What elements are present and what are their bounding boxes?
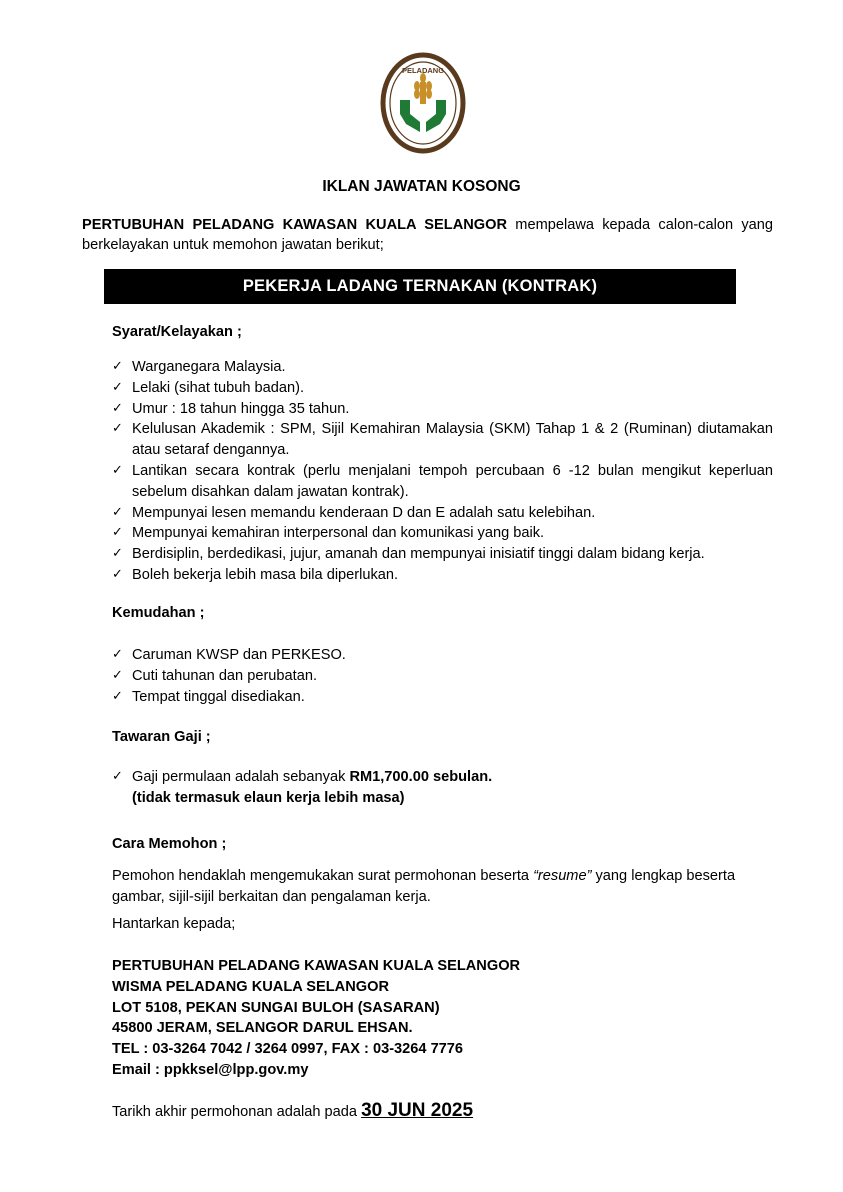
salary-list [112, 767, 773, 809]
list-item: ✓ Mempunyai kemahiran interpersonal dan komunikasi yang baik. [112, 523, 773, 544]
check-icon: ✓ [112, 546, 123, 562]
check-icon: ✓ [112, 504, 123, 520]
check-icon: ✓ [112, 566, 123, 582]
deadline-line [112, 1100, 473, 1122]
check-icon: ✓ [112, 379, 123, 395]
list-item: ✓ Boleh bekerja lebih masa bila diperlukan. [112, 565, 773, 586]
intro-org: PERTUBUHAN PELADANG KAWASAN KUALA SELANGOR [82, 217, 508, 233]
salary-prefix: Gaji permulaan adalah sebanyak [132, 769, 350, 785]
contact-email[interactable]: Email : ppkksel@lpp.gov.my [112, 1061, 309, 1078]
list-item: ✓ Umur : 18 tahun hingga 35 tahun. [112, 399, 773, 420]
check-icon: ✓ [112, 525, 123, 541]
deadline-text: Tarikh akhir permohonan adalah pada [112, 1104, 362, 1120]
list-item: ✓ Cuti tahunan dan perubatan. [112, 666, 773, 687]
apply-paragraph: Pemohon hendaklah mengemukakan surat permohonan beserta “resume” yang lengkap beserta gambar, sijil-sijil berkaitan dan pengalaman kerja. [112, 868, 736, 905]
requirements-list [112, 357, 773, 586]
list-item: ✓ Berdisiplin, berdedikasi, jujur, amanah dan mempunyai inisiatif tinggi dalam bidang kerja. [112, 544, 773, 565]
salary-amount: RM1,700.00 sebulan. [349, 769, 493, 785]
benefits-list [112, 645, 773, 707]
contact-phone: TEL : 03-3264 7042 / 3264 0997, FAX : 03-3264 7776 [112, 1041, 464, 1058]
salary-heading: Tawaran Gaji ; [112, 729, 211, 745]
resume-text: “resume” [533, 868, 592, 884]
address-line: PERTUBUHAN PELADANG KAWASAN KUALA SELANGOR [112, 958, 521, 974]
check-icon: ✓ [112, 647, 123, 662]
check-icon: ✓ [112, 462, 123, 478]
peladang-logo [380, 52, 466, 154]
list-item: ✓ Lantikan secara kontrak (perlu menjalani tempoh percubaan 6 -12 bulan mengikut keperluan sebelum disahkan dalam jawatan kontrak). [112, 462, 773, 500]
check-icon: ✓ [112, 421, 123, 437]
check-icon: ✓ [112, 667, 123, 683]
address-block [112, 956, 520, 1081]
list-item: ✓ Mempunyai lesen memandu kenderaan D dan E adalah satu kelebihan. [112, 503, 773, 524]
list-item: ✓ Caruman KWSP dan PERKESO. [112, 645, 773, 666]
intro-paragraph [82, 215, 773, 255]
list-item: ✓ Kelulusan Akademik : SPM, Sijil Kemahiran Malaysia (SKM) Tahap 1 & 2 (Ruminan) diutamakan atau setaraf dengannya. [112, 421, 773, 459]
check-icon: ✓ [112, 400, 123, 416]
check-icon: ✓ [112, 688, 123, 704]
check-icon: ✓ [112, 769, 123, 784]
salary-note: (tidak termasuk elaun kerja lebih masa) [132, 789, 405, 806]
page-title: IKLAN JAWATAN KOSONG [322, 178, 521, 195]
intro-text: mempelawa kepada calon-calon yang berkelayakan untuk memohon jawatan berikut; [82, 217, 773, 253]
list-item: ✓ Tempat tinggal disediakan. [112, 687, 773, 708]
check-icon: ✓ [112, 359, 123, 374]
address-line: WISMA PELADANG KUALA SELANGOR [112, 978, 390, 995]
address-line: LOT 5108, PEKAN SUNGAI BULOH (SASARAN) [112, 999, 440, 1016]
list-item: ✓ Warganegara Malaysia. [112, 357, 773, 378]
benefits-heading: Kemudahan ; [112, 605, 205, 621]
address-line: 45800 JERAM, SELANGOR DARUL EHSAN. [112, 1020, 413, 1037]
logo-text: PELADANG [401, 66, 445, 75]
requirements-heading: Syarat/Kelayakan ; [112, 324, 242, 340]
list-item: ✓ Lelaki (sihat tubuh badan). [112, 378, 773, 399]
apply-heading: Cara Memohon ; [112, 836, 227, 852]
send-to-label: Hantarkan kepada; [112, 916, 236, 932]
deadline-date: 30 JUN 2025 [361, 1100, 474, 1121]
position-banner: PEKERJA LADANG TERNAKAN (KONTRAK) [104, 269, 736, 304]
list-item [112, 767, 773, 809]
